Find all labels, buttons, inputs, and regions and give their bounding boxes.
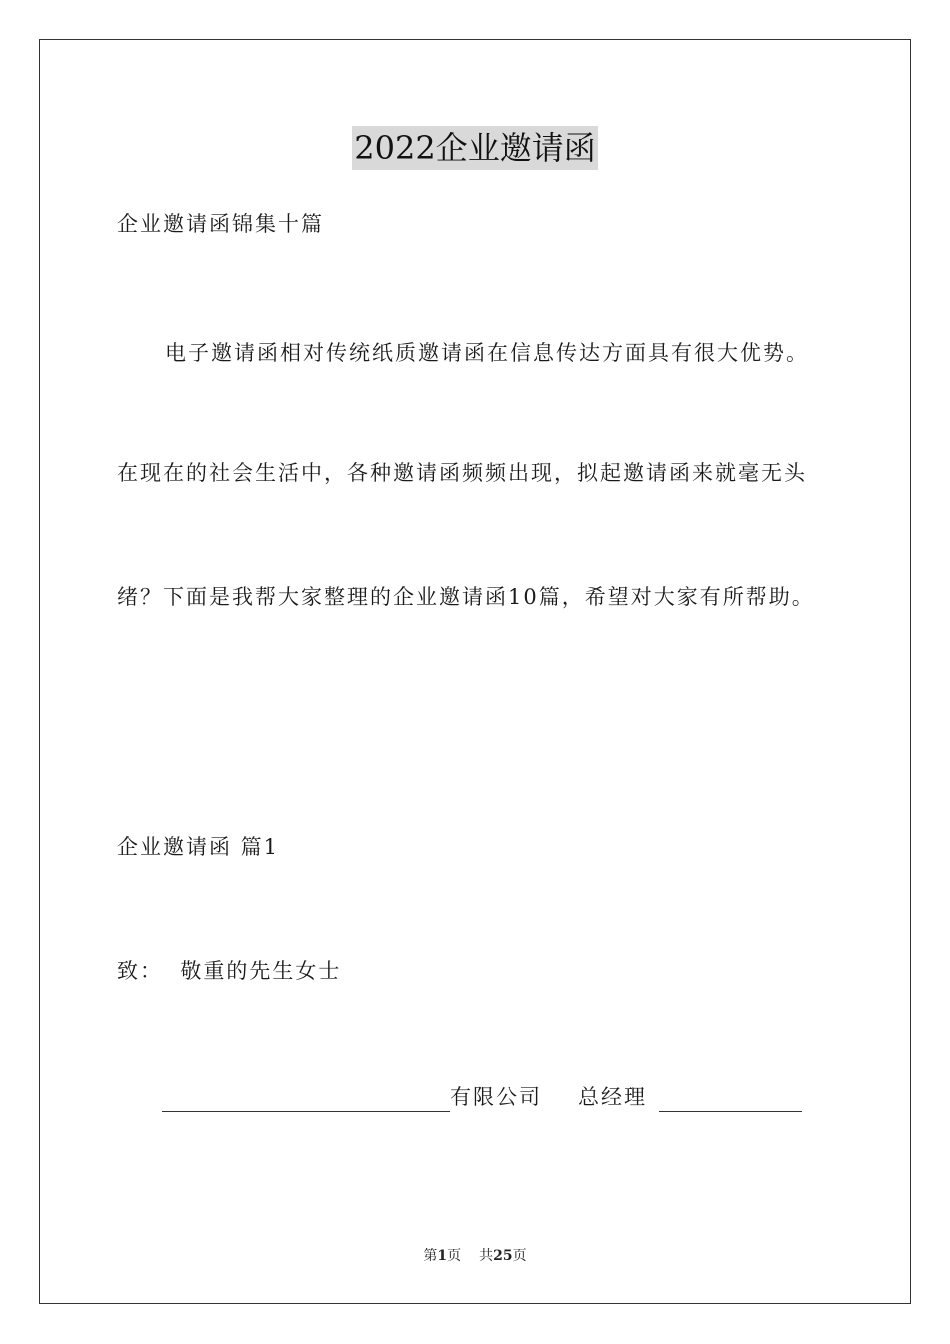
document-subtitle: 企业邀请函锦集十篇 [117, 212, 324, 236]
total-suffix: 页 [512, 1248, 527, 1264]
title-container [0, 126, 950, 170]
page-prefix: 第 [423, 1248, 438, 1264]
document-title: 2022企业邀请函 [352, 126, 597, 170]
page-number: 1 [437, 1248, 448, 1264]
page-footer [0, 1246, 950, 1266]
signature-row [162, 1080, 802, 1112]
manager-label: 总经理 [578, 1085, 647, 1109]
company-name-blank [162, 1085, 450, 1112]
intro-line-3: 绪？下面是我帮大家整理的企业邀请函10篇，希望对大家有所帮助。 [117, 585, 815, 609]
intro-line-2: 在现在的社会生活中，各种邀请函频频出现，拟起邀请函来就毫无头 [117, 461, 807, 485]
salutation: 致： 敬重的先生女士 [117, 959, 342, 983]
company-suffix: 有限公司 [450, 1085, 542, 1109]
section-heading: 企业邀请函 篇1 [117, 835, 280, 859]
manager-name-blank [659, 1085, 802, 1112]
total-prefix: 共 [479, 1248, 494, 1264]
page-suffix: 页 [447, 1248, 462, 1264]
total-pages: 25 [493, 1248, 513, 1264]
intro-line-1: 电子邀请函相对传统纸质邀请函在信息传达方面具有很大优势。 [165, 341, 809, 365]
